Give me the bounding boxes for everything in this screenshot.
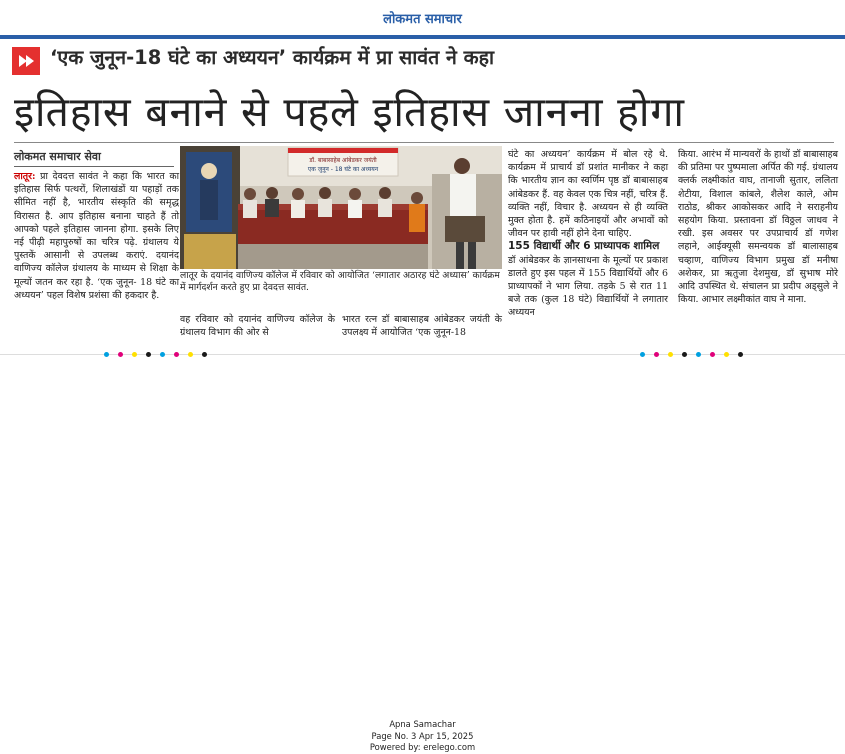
article-column-3: भारत रत्न डॉ बाबासाहब आंबेडकर जयंती के उपलक्ष्य में आयोजित ‘एक जुनून-18: [342, 314, 502, 339]
double-chevron-icon: [12, 47, 40, 75]
main-headline: इतिहास बनाने से पहले इतिहास जानना होगा: [14, 88, 685, 136]
color-registration-marks: [104, 352, 207, 357]
photo-caption: लातूर के दयानंद वाणिज्य कॉलेज में रविवार को आयोजित ‘लगातार अठारह घंटे अध्यास’ कार्यक्रम में मार्गदर्शन करते हुए प्रा देवदत्त सावंत.: [180, 270, 500, 294]
byline: लोकमत समाचार सेवा: [14, 149, 174, 167]
column-paragraph: डॉ आंबेडकर के ज्ञानसाधना के मूल्यों पर प्रकाश डालते हुए इस पहल में 155 विद्यार्थियों और 6 प्राध्यापकों ने भाग लिया. तड़के 5 से रात 11 बजे तक (कुल 18 घंटे) विद्यार्थियों ने लगातार अध्ययन: [508, 254, 668, 319]
registration-dot: [202, 352, 207, 357]
article-column-1: [14, 170, 179, 302]
headline-rule: [14, 142, 834, 143]
page-header: [0, 0, 845, 34]
footer-page-date: Page No. 3 Apr 15, 2025: [371, 730, 474, 741]
registration-dot: [710, 352, 715, 357]
article-column-2: वह रविवार को दयानंद वाणिज्य कॉलेज के ग्रंथालय विभाग की ओर से: [180, 314, 335, 339]
banner-line-2: एक जुनून - 18 घंटे का अध्ययन: [307, 166, 379, 173]
footer-text: [0, 719, 845, 754]
registration-dot: [738, 352, 743, 357]
registration-dot: [104, 352, 109, 357]
registration-dot: [668, 352, 673, 357]
article-column-5: किया. आरंभ में मान्यवरों के हाथों डॉ बाबासाहब की प्रतिमा पर पुष्पमाला अर्पित की गई. ग्रंथालय क्लर्क लक्ष्मीकांत वाघ, तानाजी सुतार, ललिता शेटीया, विशाल कांबले, शैलेश काले, ओम राठोड, श्रीकर आकोसकर आदि ने सराहनीय सहयोग किया. प्रस्तावना डॉ विठ्ठल जाधव ने रखी. इस अवसर पर उपप्राचार्य डॉ गणेश लहाने, आईक्यूसी समन्वयक डॉ बालासाहब चव्हाण, वाणिज्य विभाग प्रमुख डॉ मनीषा अशेकर, प्रा ऋतुजा देशमुख, डॉ सुभाष मोरे आदि उपस्थित थे. संचालन प्रा प्रदीप अड्सुले ने किया. आभार लक्ष्मीकांत वाघ ने माना.: [678, 149, 838, 306]
page-footer: [0, 354, 845, 752]
news-photo: [180, 146, 502, 269]
article-column-4: [508, 148, 668, 320]
registration-dot: [654, 352, 659, 357]
registration-dot: [160, 352, 165, 357]
registration-dot: [132, 352, 137, 357]
masthead: लोकमत समाचार: [383, 12, 462, 27]
registration-dot: [174, 352, 179, 357]
registration-dot: [146, 352, 151, 357]
registration-dot: [188, 352, 193, 357]
header-rule: [0, 35, 845, 39]
registration-dot: [118, 352, 123, 357]
column-text: प्रा देवदत्त सावंत ने कहा कि भारत का इतिहास सिर्फ पत्थरों, शिलाखंडों या पहाड़ों तक सीमित नहीं है, भारतीय संस्कृति की समृद्ध विरासत है. आप इतिहास बनाना चाहते हैं तो आपको पहले इतिहास जानना होगा. इसके लिए नई पीढ़ी महापुरुषों का चरित्र पढ़े. ग्रंथालय ये पुस्तकें आसानी से उपलब्ध कराएं. दयानंद वाणिज्य कॉलेज ग्रंथालय के माध्यम से शिक्षा के मूल्यों जतन कर रहा है. ‘एक जुनून- 18 घंटे का अध्ययन’ पहल विशेष प्रशंसा की हकदार है.: [14, 171, 179, 301]
registration-dot: [682, 352, 687, 357]
footer-publication: Apna Samachar: [389, 719, 456, 729]
dateline: लातूर:: [14, 171, 36, 182]
registration-dot: [640, 352, 645, 357]
photo-illustration: [180, 146, 502, 269]
banner-line-1: डॉ. बाबासाहेब आंबेडकर जयंती: [309, 157, 377, 164]
color-registration-marks: [640, 352, 743, 357]
column-paragraph: घंटे का अध्ययन’ कार्यक्रम में बोल रहे थे. कार्यक्रम में प्राचार्य डॉ प्रशांत मानीकर ने कहा कि भारतीय ज्ञान का स्वर्णिम पृष्ठ डॉ बाबासाहब आंबेडकर हैं. वह केवल एक चित्र नहीं, चरित्र हैं. व्यक्ति नहीं, विचार है. अध्ययन से ही व्यक्ति मुक्त होता है. हमें कठिनाइयों और अभावों को जीवन पर हावी नहीं होने देना चाहिए.: [508, 149, 668, 240]
footer-powered-by: Powered by: erelego.com: [369, 742, 476, 752]
registration-dot: [696, 352, 701, 357]
kicker-headline: ‘एक जुनून-18 घंटे का अध्ययन’ कार्यक्रम में प्रा सावंत ने कहा: [50, 46, 495, 69]
subheading: 155 विद्यार्थी और 6 प्राध्यापक शामिल: [508, 240, 660, 253]
registration-dot: [724, 352, 729, 357]
